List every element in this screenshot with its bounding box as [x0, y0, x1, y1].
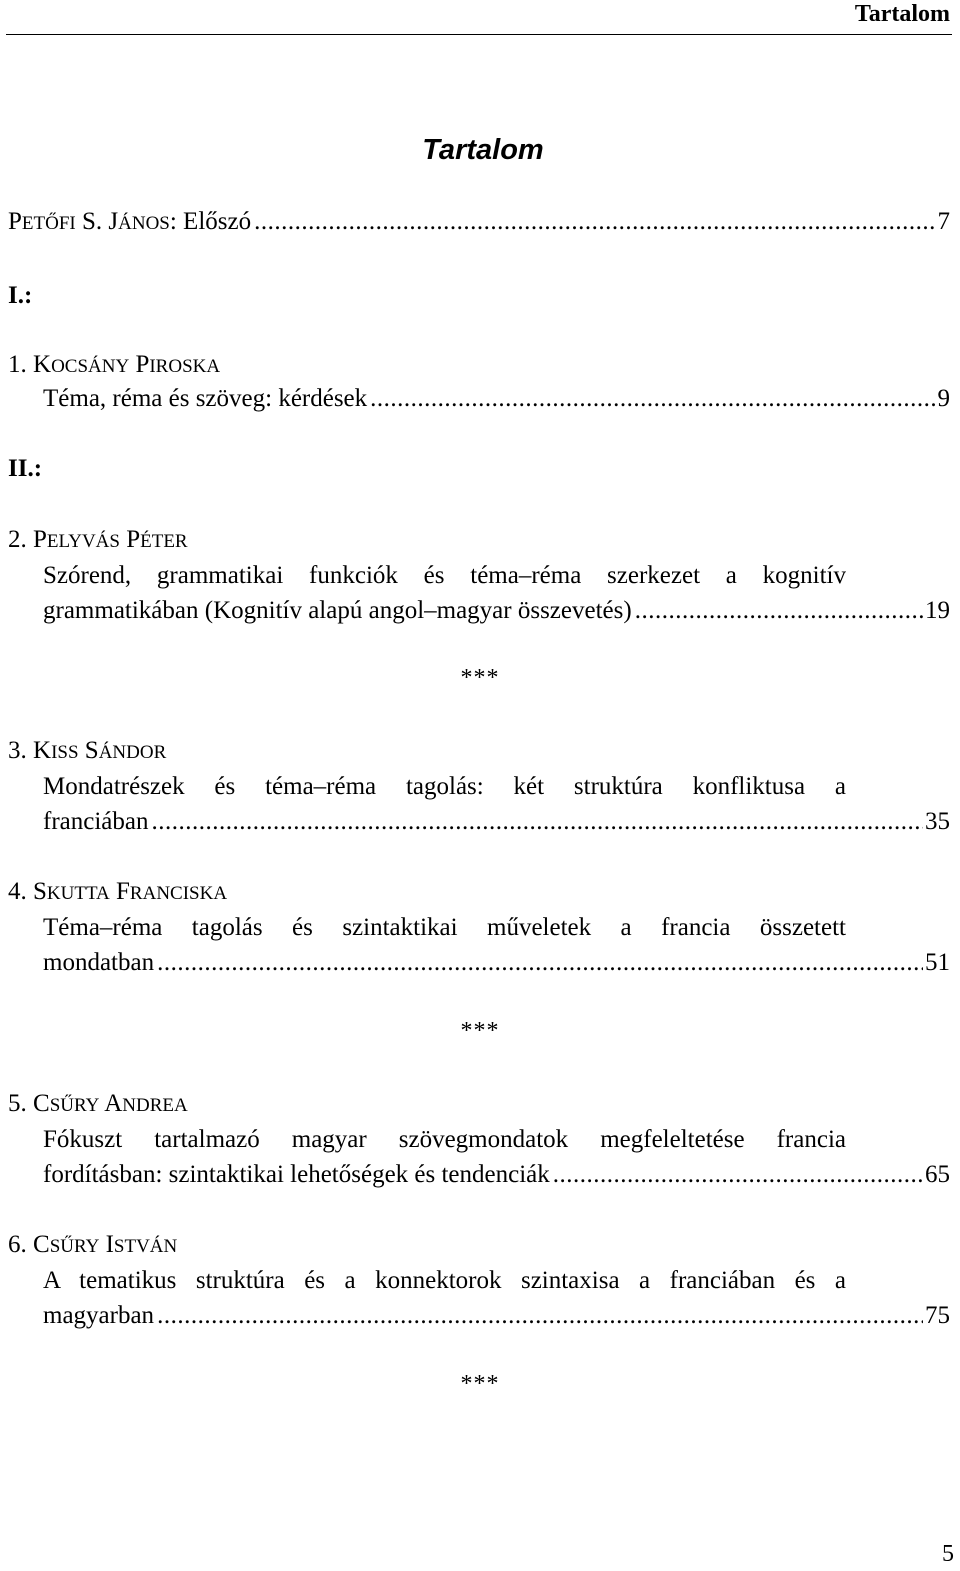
- entry-title: mondatban: [43, 949, 155, 976]
- entry-title: franciában: [43, 808, 149, 835]
- entry-title-line: Szórend, grammatikai funkciók és téma–réma szerkezet a kognitív: [43, 562, 846, 589]
- preface-label: PETŐFI S. JÁNOS: Előszó: [8, 208, 252, 235]
- dot-leader: [635, 595, 923, 627]
- dot-leader: [370, 383, 935, 415]
- dot-leader: [157, 1300, 923, 1332]
- toc-entry-6[interactable]: [43, 1300, 950, 1332]
- separator: ***: [460, 1371, 500, 1397]
- dot-leader: [151, 806, 923, 838]
- toc-author-4: 4. SKUTTA FRANCISKA: [8, 878, 228, 905]
- toc-entry-1[interactable]: [43, 383, 950, 415]
- entry-title: Téma, réma és szöveg: kérdések: [43, 385, 368, 412]
- running-head: Tartalom: [854, 1, 950, 27]
- entry-title-line: A tematikus struktúra és a konnektorok szintaxisa a franciában és a: [43, 1267, 846, 1294]
- toc-entry-preface[interactable]: [8, 206, 950, 238]
- toc-author-6: 6. CSŰRY ISTVÁN: [8, 1231, 178, 1258]
- toc-author-3: 3. KISS SÁNDOR: [8, 737, 167, 764]
- section-heading-2: II.:: [8, 455, 43, 482]
- separator: ***: [460, 1018, 500, 1044]
- entry-title: fordításban: szintaktikai lehetőségek és tendenciák: [43, 1161, 550, 1188]
- toc-author-5: 5. CSŰRY ANDREA: [8, 1090, 188, 1117]
- toc-entry-3[interactable]: [43, 806, 950, 838]
- toc-author-1: 1. KOCSÁNY PIROSKA: [8, 351, 221, 378]
- dot-leader: [553, 1159, 923, 1191]
- separator: ***: [460, 665, 500, 691]
- entry-title-line: Mondatrészek és téma–réma tagolás: két struktúra konfliktusa a: [43, 773, 846, 800]
- page-ref: 19: [925, 597, 950, 624]
- toc-author-2: 2. PELYVÁS PÉTER: [8, 526, 188, 553]
- toc-entry-2[interactable]: [43, 595, 950, 627]
- entry-title-line: Téma–réma tagolás és szintaktikai műveletek a francia összetett: [43, 914, 846, 941]
- toc-entry-5[interactable]: [43, 1159, 950, 1191]
- page-title: Tartalom: [422, 134, 544, 166]
- page-ref: 75: [925, 1302, 950, 1329]
- entry-title: grammatikában (Kognitív alapú angol–magyar összevetés): [43, 597, 632, 624]
- entry-title: magyarban: [43, 1302, 155, 1329]
- page-ref: 7: [937, 208, 950, 235]
- page-ref: 9: [937, 385, 950, 412]
- toc-entry-4[interactable]: [43, 947, 950, 979]
- entry-title-line: Fókuszt tartalmazó magyar szövegmondatok megfeleltetése francia: [43, 1126, 846, 1153]
- page-ref: 51: [925, 949, 950, 976]
- dot-leader: [157, 947, 923, 979]
- section-heading-1: I.:: [8, 282, 33, 309]
- page-number: 5: [942, 1541, 954, 1567]
- page-ref: 35: [925, 808, 950, 835]
- page-ref: 65: [925, 1161, 950, 1188]
- dot-leader: [254, 206, 935, 238]
- header-rule: [6, 34, 952, 35]
